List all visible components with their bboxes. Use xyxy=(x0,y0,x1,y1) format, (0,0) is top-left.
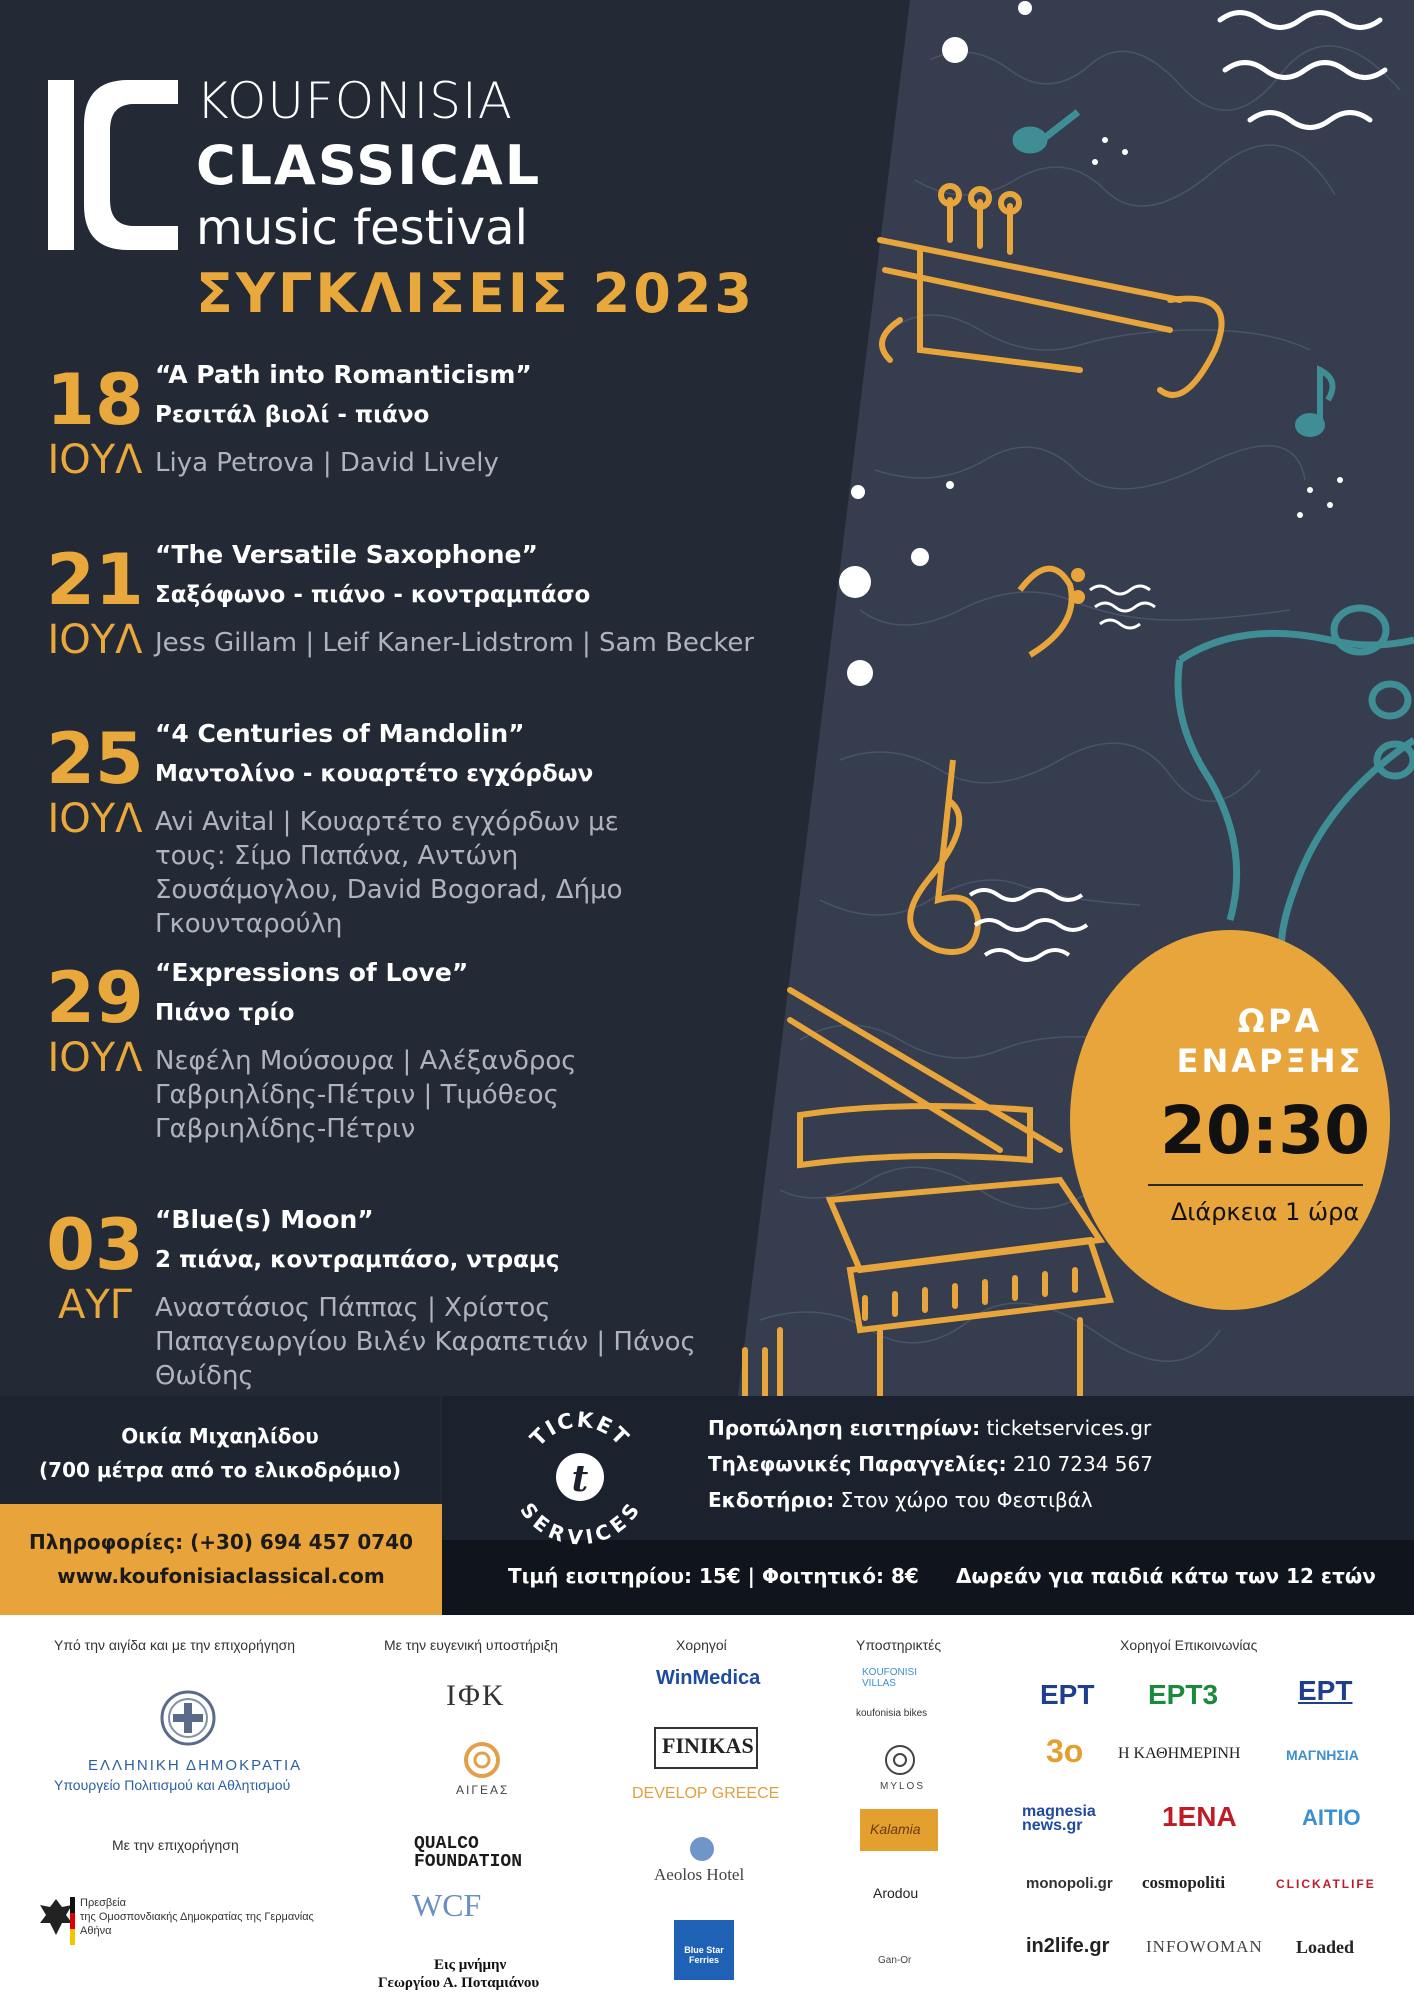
concert-title: “4 Centuries of Mandolin” xyxy=(155,719,525,748)
festival-edition: ΣΥΓΚΛΙΣΕΙΣ 2023 xyxy=(196,262,755,325)
mylos-logo: MYLOS xyxy=(880,1781,926,1792)
ministry-line2: Υπουργείο Πολιτισμού και Αθλητισμού xyxy=(54,1777,291,1793)
mylos-icon xyxy=(882,1743,918,1777)
embassy-line1: Πρεσβεία xyxy=(80,1897,126,1909)
flag-red xyxy=(70,1913,75,1929)
koufonisia-bikes-logo: koufonisia bikes xyxy=(856,1708,928,1719)
concert-4 xyxy=(40,958,800,1158)
media-ert: ΕΡΤ xyxy=(1040,1679,1095,1710)
blue-star-logo: Blue Star Ferries xyxy=(684,1945,724,1965)
concert-title: “Expressions of Love” xyxy=(155,958,469,987)
ticket-logo-bottom: SERVICES xyxy=(515,1498,645,1545)
wcf-logo: WCF xyxy=(412,1887,482,1923)
media-aitio: ΑΙΤΙΟ xyxy=(1302,1805,1361,1830)
festival-logo-mark xyxy=(48,80,178,250)
concert-subtitle: 2 πιάνα, κοντραμπάσο, ντραμς xyxy=(155,1247,560,1273)
concert-subtitle: Σαξόφωνο - πιάνο - κοντραμπάσο xyxy=(155,582,591,608)
info-phone: Πληροφορίες: (+30) 694 457 0740 xyxy=(28,1530,414,1554)
media-cosmopoliti: cosmopoliti xyxy=(1142,1873,1226,1892)
start-time-label-2: ΕΝΑΡΞΗΣ xyxy=(1176,1042,1364,1080)
concert-performers: Avi Avital | Κουαρτέτο εγχόρδων με τους: Σίμο Παπάνα, Αντώνη Σουσάμογλου, David Bogorad, Δήμο Γκουνταρούλη xyxy=(155,807,623,939)
winmedica-logo: WinMedica xyxy=(656,1667,761,1689)
venue-distance: (700 μέτρα από το ελικοδρόμιο) xyxy=(39,1458,401,1482)
phone-orders-label: Τηλεφωνικές Παραγγελίες: xyxy=(708,1452,1007,1476)
concert-2 xyxy=(40,540,800,680)
media-in2life: in2life.gr xyxy=(1026,1935,1110,1957)
concert-day: 03 xyxy=(46,1204,144,1286)
media-magnesia-news: magnesia news.gr xyxy=(1022,1803,1096,1834)
media-monopoli: monopoli.gr xyxy=(1026,1875,1113,1892)
presale-value[interactable]: ticketservices.gr xyxy=(986,1416,1152,1440)
box-office-line xyxy=(708,1488,1093,1512)
ticket-services-logo xyxy=(510,1405,650,1545)
media-kathimerini: Η ΚΑΘΗΜΕΡΙΝΗ xyxy=(1118,1745,1241,1762)
sponsors-heading: Χορηγοί xyxy=(676,1637,727,1653)
supporters-heading: Υποστηρικτές xyxy=(856,1637,942,1653)
concert-month: ΙΟΥΛ xyxy=(47,617,143,663)
memoriam-line2: Γεωργίου Α. Ποταμιάνου xyxy=(378,1975,540,1991)
concert-month: ΑΥΓ xyxy=(57,1282,133,1328)
festival-name-line1: KOUFONISIA xyxy=(196,72,513,130)
gan-or-logo: Gan-Or xyxy=(878,1955,912,1966)
venue-name: Οικία Μιχαηλίδου xyxy=(121,1424,319,1448)
concert-performers: Jess Gillam | Leif Kaner-Lidstrom | Sam Becker xyxy=(155,628,755,658)
concert-performers: Αναστάσιος Πάππας | Χρίστος Παπαγεωργίου Βιλέν Καραπετιάν | Πάνος Θωίδης xyxy=(155,1293,696,1391)
concert-day: 21 xyxy=(46,539,144,621)
phone-orders-line xyxy=(708,1452,1153,1476)
media-1ena: 1ΕΝΑ xyxy=(1162,1801,1237,1832)
info-box xyxy=(0,1504,442,1615)
concert-1 xyxy=(40,360,800,500)
info-website[interactable]: www.koufonisiaclassical.com xyxy=(57,1564,385,1588)
media-loaded: Loaded xyxy=(1296,1937,1355,1957)
box-office-label: Εκδοτήριο: xyxy=(708,1488,835,1512)
free-admission: Δωρεάν για παιδιά κάτω των 12 ετών xyxy=(956,1564,1376,1588)
concert-3 xyxy=(40,718,800,939)
phone-orders-value: 210 7234 567 xyxy=(1012,1452,1153,1476)
media-infowoman: INFOWOMAN xyxy=(1146,1937,1263,1956)
concert-5 xyxy=(40,1204,800,1391)
funding-heading: Με την επιχορήγηση xyxy=(112,1837,239,1853)
sponsors-section xyxy=(0,1615,1414,2000)
arodou-logo: Arodou xyxy=(873,1885,919,1901)
qualco-logo: QUALCO FOUNDATION xyxy=(414,1834,523,1872)
ministry-line1: ΕΛΛΗΝΙΚΗ ΔΗΜΟΚΡΑΤΙΑ xyxy=(88,1757,303,1774)
aigeas-icon xyxy=(462,1740,502,1780)
svg-text:TICKET xyxy=(526,1407,635,1450)
media-heading: Χορηγοί Επικοινωνίας xyxy=(1120,1637,1258,1653)
concert-title: “A Path into Romanticism” xyxy=(155,360,532,389)
concert-subtitle: Ρεσιτάλ βιολί - πιάνο xyxy=(155,402,430,428)
koufonisi-villas-logo: KOUFONISI VILLAS xyxy=(862,1667,918,1689)
embassy-line3: Αθήνα xyxy=(80,1925,112,1937)
concert-performers: Νεφέλη Μούσουρα | Αλέξανδρος Γαβριηλίδης-Πέτριν | Τιμόθεος Γαβριηλίδης-Πέτριν xyxy=(155,1046,577,1144)
embassy-line2: της Ομοσπονδιακής Δημοκρατίας της Γερμανίας xyxy=(80,1911,314,1923)
concert-day: 25 xyxy=(46,718,144,800)
concert-month: ΙΟΥΛ xyxy=(47,1035,143,1081)
box-office-value: Στον χώρο του Φεστιβάλ xyxy=(840,1488,1093,1512)
concert-month: ΙΟΥΛ xyxy=(47,437,143,483)
duration-text: Διάρκεια 1 ώρα xyxy=(1170,1198,1360,1226)
concert-subtitle: Μαντολίνο - κουαρτέτο εγχόρδων xyxy=(155,761,594,787)
svg-text:SERVICES xyxy=(515,1498,644,1545)
concert-month: ΙΟΥΛ xyxy=(47,796,143,842)
flag-gold xyxy=(70,1929,75,1945)
kalamia-logo: Kalamia xyxy=(870,1821,921,1837)
start-time-value: 20:30 xyxy=(1159,1092,1371,1169)
festival-name-line3: music festival xyxy=(196,200,528,256)
concert-title: “The Versatile Saxophone” xyxy=(155,540,538,569)
media-clickatlife: CLICKATLIFE xyxy=(1276,1877,1376,1891)
concert-day: 29 xyxy=(46,957,144,1039)
concert-day: 18 xyxy=(46,359,144,441)
festival-name-line2: CLASSICAL xyxy=(196,134,542,197)
memoriam-line1: Εις μνήμην xyxy=(434,1957,507,1973)
start-time-divider xyxy=(1148,1184,1363,1186)
ticket-price: Τιμή εισιτηρίου: 15€ | Φοιτητικό: 8€ xyxy=(508,1564,919,1588)
presale-line xyxy=(708,1416,1151,1440)
develop-greece-logo: DEVELOP GREECE xyxy=(632,1785,780,1802)
media-ert-news: ΕΡΤ xyxy=(1298,1675,1353,1706)
start-time-label-1: ΩΡΑ xyxy=(1237,1002,1323,1040)
finikas-logo: FINIKAS xyxy=(662,1733,754,1758)
patronage-heading: Υπό την αιγίδα και με την επιχορήγηση xyxy=(54,1637,296,1653)
concert-subtitle: Πιάνο τρίο xyxy=(155,1000,295,1026)
concert-title: “Blue(s) Moon” xyxy=(155,1205,374,1234)
aeolos-logo: Aeolos Hotel xyxy=(654,1865,745,1884)
greek-emblem-icon xyxy=(160,1689,216,1747)
media-magnisia: ΜΑΓΝΗΣΙΑ xyxy=(1286,1747,1359,1763)
venue-box xyxy=(0,1396,440,1504)
ticket-logo-letter: t xyxy=(571,1458,589,1500)
support-heading: Με την ευγενική υποστήριξη xyxy=(384,1637,558,1653)
media-ert3: ΕΡΤ3 xyxy=(1148,1679,1219,1710)
presale-label: Προπώληση εισιτηρίων: xyxy=(708,1416,981,1440)
ticket-logo-top: TICKET xyxy=(525,1407,635,1451)
aigeas-label: ΑΙΓΕΑΣ xyxy=(456,1783,510,1797)
ifk-logo: ΙΦΚ xyxy=(446,1679,506,1712)
media-trito: 3ο xyxy=(1046,1733,1084,1769)
concert-performers: Liya Petrova | David Lively xyxy=(155,448,499,478)
aeolos-icon xyxy=(690,1837,714,1861)
